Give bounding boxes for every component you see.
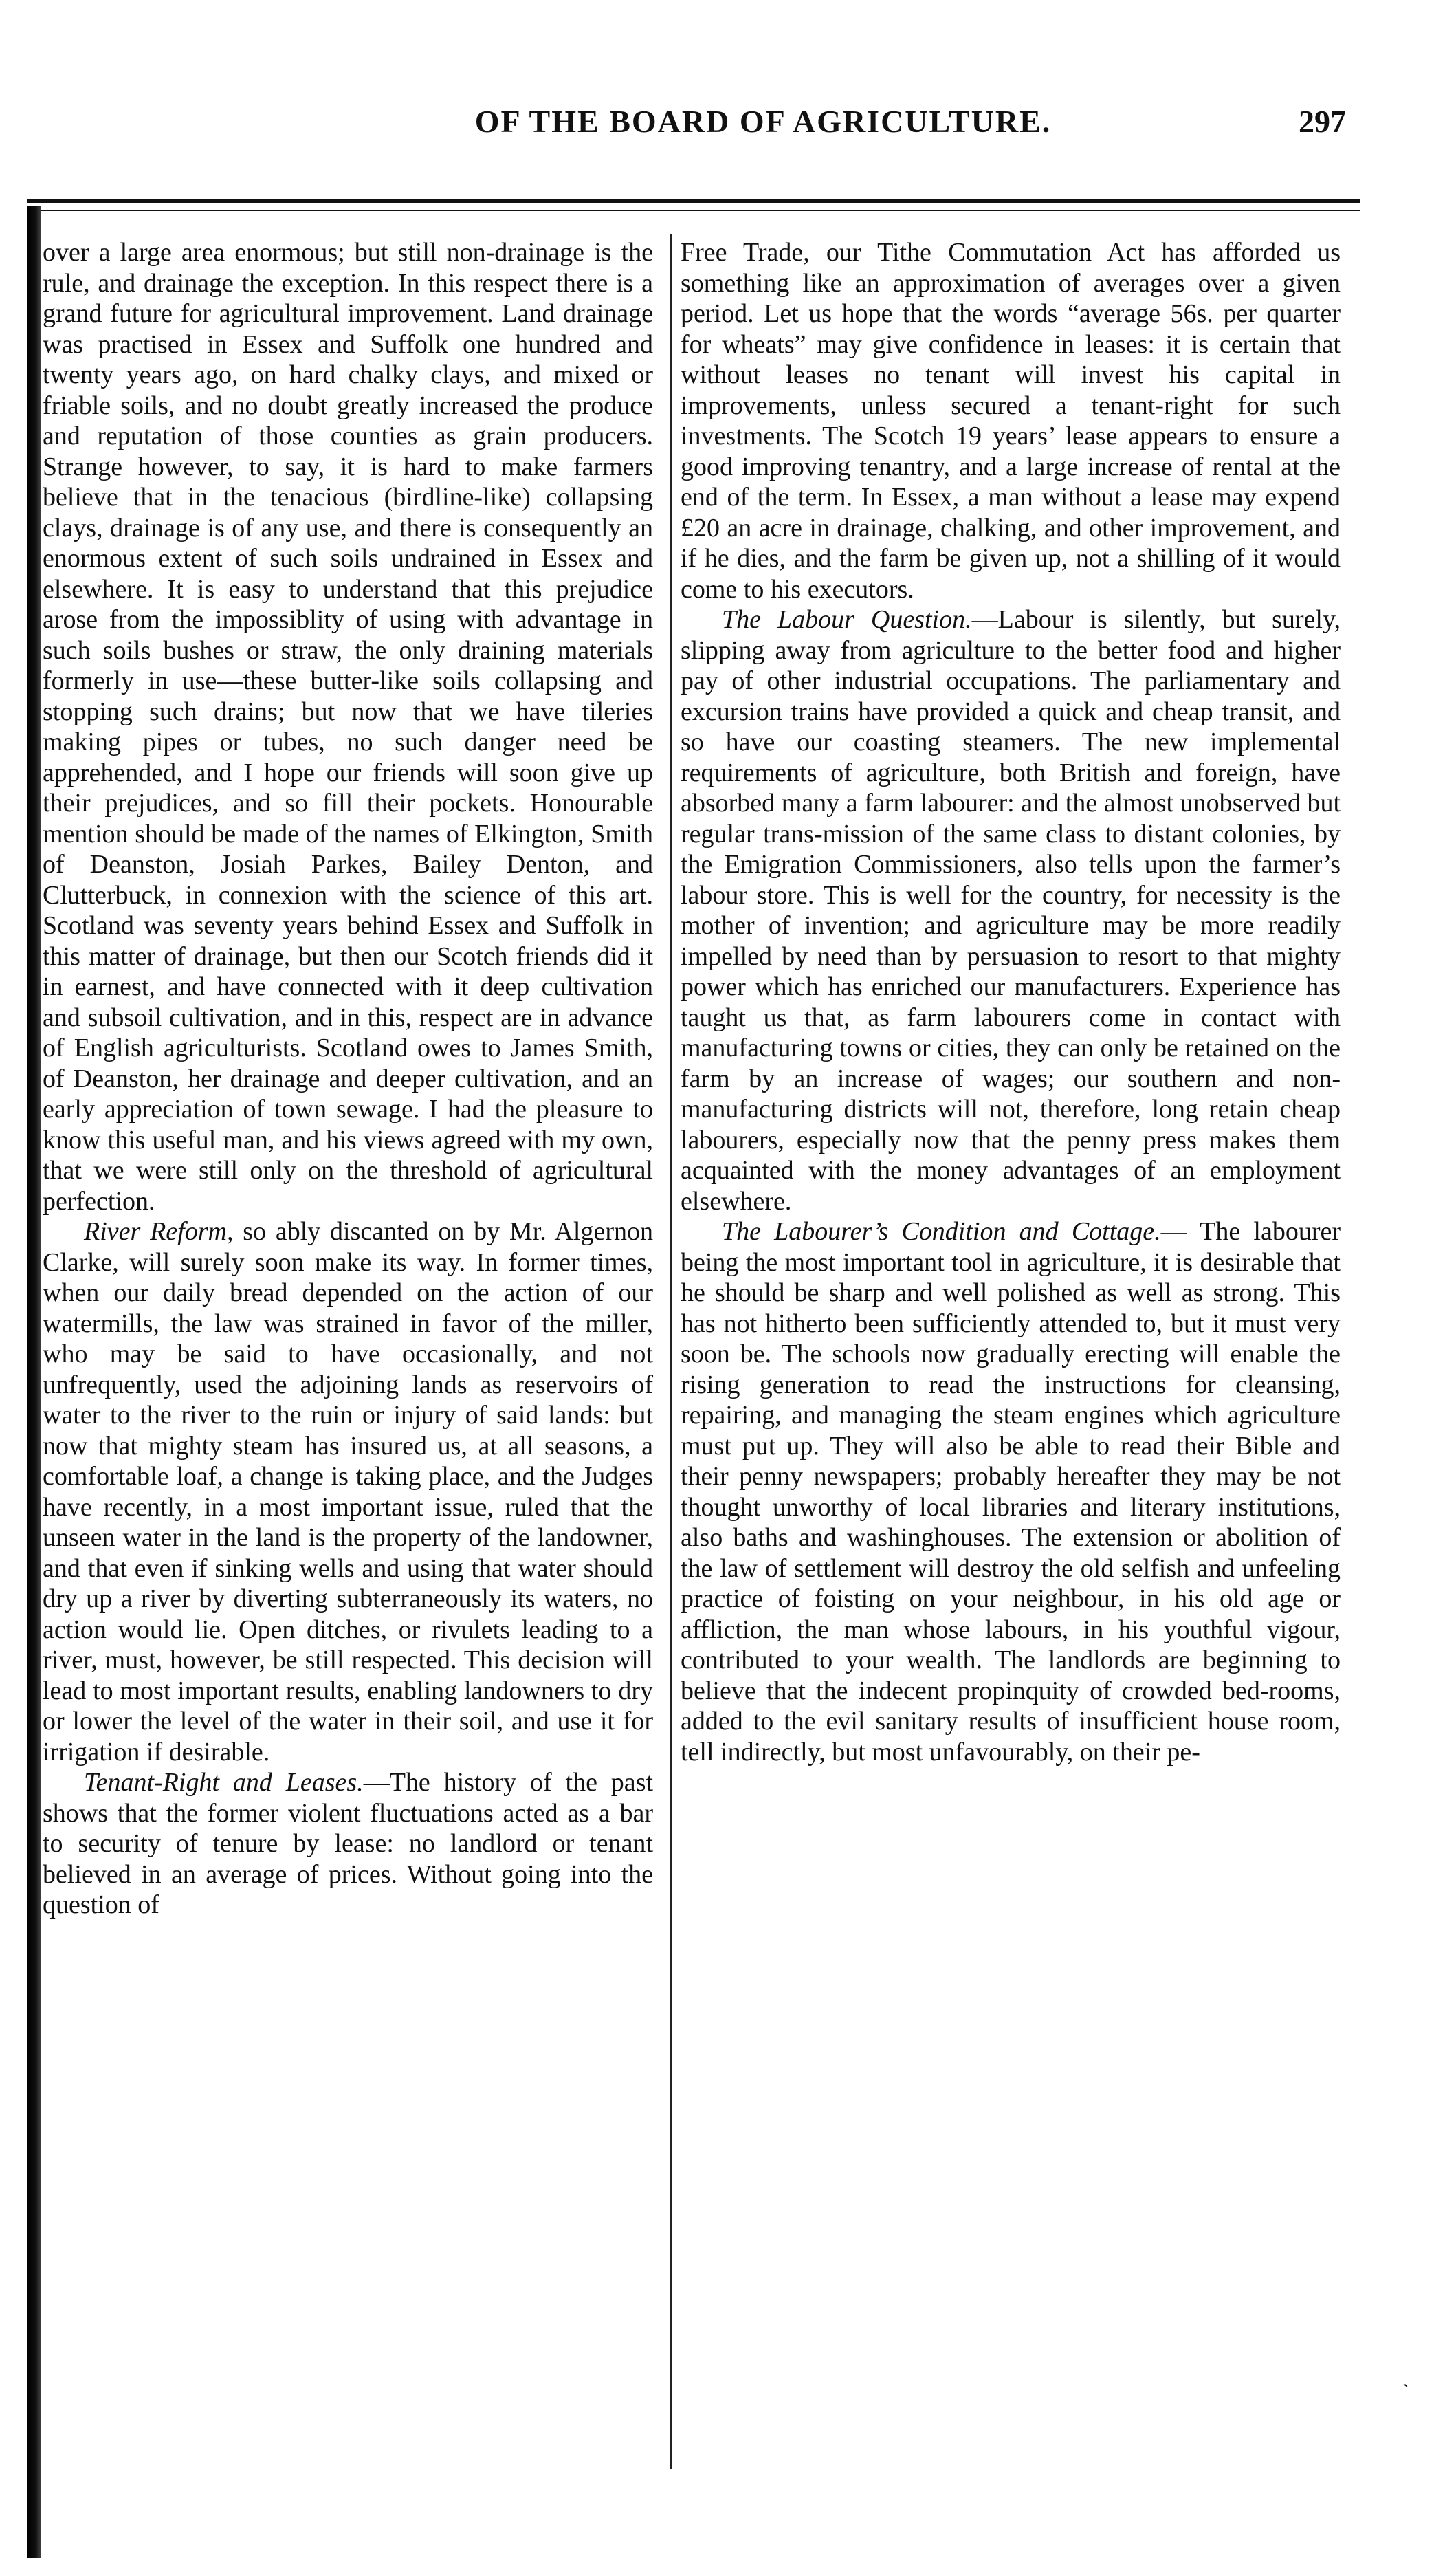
river-reform-text: so ably discanted on by Mr. Algernon Clarke, will surely soon make its way. In former times, when our daily bread depended on the action of our watermills, the law was strained in favor of the miller, who may be said to have occasionally, and not unfrequently, used the adjoining lands as reservoirs of water to the river to the ruin or injury of said lands: but now that mighty steam has insured us, at all seasons, a comfortable loaf, a change is taking place, and the Judges have recently, in a most important issue, ruled that the unseen water in the land is the property of the landowner, and that even if sinking wells and using that water should dry up a river by diverting subterraneously its waters, no action would lie. Open ditches, or rivulets leading to a river, must, however, be still respected. This decision will lead to most important results, enabling landowners to dry or lower the level of the water in their soil, and use it for irrigation if desirable. <box>43 1217 654 1767</box>
right-column <box>681 237 1341 1767</box>
left-paragraph-river-reform <box>43 1216 653 1767</box>
running-header <box>0 103 1456 158</box>
column-divider <box>670 234 672 2469</box>
tenant-right-heading: Tenant-Right and Leases. <box>84 1768 364 1797</box>
left-paragraph-tenant-right <box>43 1767 653 1921</box>
right-paragraph-free-trade: Free Trade, our Tithe Commutation Act has afforded us something like an approximation of averages over a given period. Let us hope that the words “average 56s. per quarter for wheats” may give confidence in leases: it is certain that without leases no tenant will invest his capital in improvements, unless secured a tenant-right for such investments. The Scotch 19 years’ lease appears to ensure a good improving tenantry, and a large increase of rental at the end of the term. In Essex, a man without a lease may expend £20 an acre in drainage, chalking, and other improvement, and if he dies, and the farm be given up, not a shilling of it would come to his executors. <box>681 238 1341 604</box>
header-rule-thick <box>27 199 1360 203</box>
page-number: 297 <box>1299 104 1346 139</box>
labourer-condition-heading: The Labourer’s Condition and Cottage. <box>722 1217 1161 1246</box>
tenant-right-text: —The history of the past shows that the former violent fluctuations acted as a bar to security of tenure by lease: no landlord or tenant believed in an average of prices. Without going into the question of <box>43 1768 653 1919</box>
left-column <box>43 237 653 1921</box>
left-paragraph-drainage: over a large area enormous; but still non-drainage is the rule, and drainage the exception. In this respect there is a grand future for agricultural improvement. Land drainage was practised in Essex and Suffolk one hundred and twenty years ago, on hard chalky clays, and mixed or friable soils, and no doubt greatly increased the produce and reputation of those counties as grain producers. Strange however, to say, it is hard to make farmers believe that in the tenacious (birdline-like) collapsing clays, drainage is of any use, and there is consequently an enormous extent of such soils undrained in Essex and elsewhere. It is easy to understand that this prejudice arose from the impossiblity of using with advantage in such soils bushes or straw, the only draining materials formerly in use—these butter-like soils collapsing and stopping such drains; but now that we have tileries making pipes or tubes, no such danger need be apprehended, and I hope our friends will soon give up their prejudices, and so fill their pockets. Honourable mention should be made of the names of Elkington, Smith of Deanston, Josiah Parkes, Bailey Denton, and Clutterbuck, in connexion with the science of this art. Scotland was seventy years behind Essex and Suffolk in this matter of drainage, but then our Scotch friends did it in earnest, and have connected with it deep cultivation and subsoil cultivation, and in this, respect are in advance of English agriculturists. Scotland owes to James Smith, of Deanston, her drainage and deeper cultivation, and an early appreciation of town sewage. I had the pleasure to know this useful man, and his views agreed with my own, that we were still only on the threshold of agricultural perfection. <box>43 238 653 1216</box>
header-rule-thin <box>27 210 1360 211</box>
page-title: OF THE BOARD OF AGRICULTURE. <box>474 104 1052 139</box>
labour-question-text: —Labour is silently, but surely, slipping away from agriculture to the better food and higher pay of other industrial occupations. The parliamentary and excursion trains have provided a quick and cheap transit, and so have our coasting steamers. The new implemental requirements of agriculture, both British and foreign, have absorbed many a farm labourer: and the almost unobserved but regular trans-mission of the same class to distant colonies, by the Emigration Commissioners, also tells upon the farmer’s labour store. This is well for the country, for necessity is the mother of invention; and agriculture may be more readily impelled by need than by persuasion to resort to that mighty power which has enriched our manufacturers. Experience has taught us that, as farm labourers come in contact with manufacturing towns or cities, they can only be retained on the farm by an increase of wages; our southern and non-manufacturing districts will not, therefore, long retain cheap labourers, especially now that the penny press makes them acquainted with the money advantages of an employment elsewhere. <box>681 605 1341 1216</box>
labour-question-heading: The Labour Question. <box>722 605 972 634</box>
right-paragraph-labour-question <box>681 604 1341 1216</box>
right-paragraph-labourer-condition <box>681 1216 1341 1767</box>
river-reform-heading: River Reform, <box>84 1217 234 1246</box>
labourer-condition-text: — The labourer being the most important tool in agriculture, it is desirable that he should be sharp and well polished as well as strong. This has not hitherto been sufficiently attended to, but it must very soon be. The schools now gradually erecting will enable the rising generation to read the instructions for cleansing, repairing, and managing the steam engines which agriculture must put up. They will also be able to read their Bible and their penny newspapers; probably hereafter they may be not thought unworthy of local libraries and literary institutions, also baths and washinghouses. The extension or abolition of the law of settlement will destroy the old selfish and unfeeling practice of foisting on your neighbour, in his old age or affliction, the man whose labours, in his youthful vigour, contributed to your wealth. The landlords are beginning to believe that the indecent propinquity of crowded bed-rooms, added to the evil sanitary results of insufficient house room, tell indirectly, but most unfavourably, on their pe- <box>681 1217 1341 1767</box>
binding-shadow <box>27 206 41 2558</box>
margin-mark: ` <box>1402 2381 1409 2403</box>
